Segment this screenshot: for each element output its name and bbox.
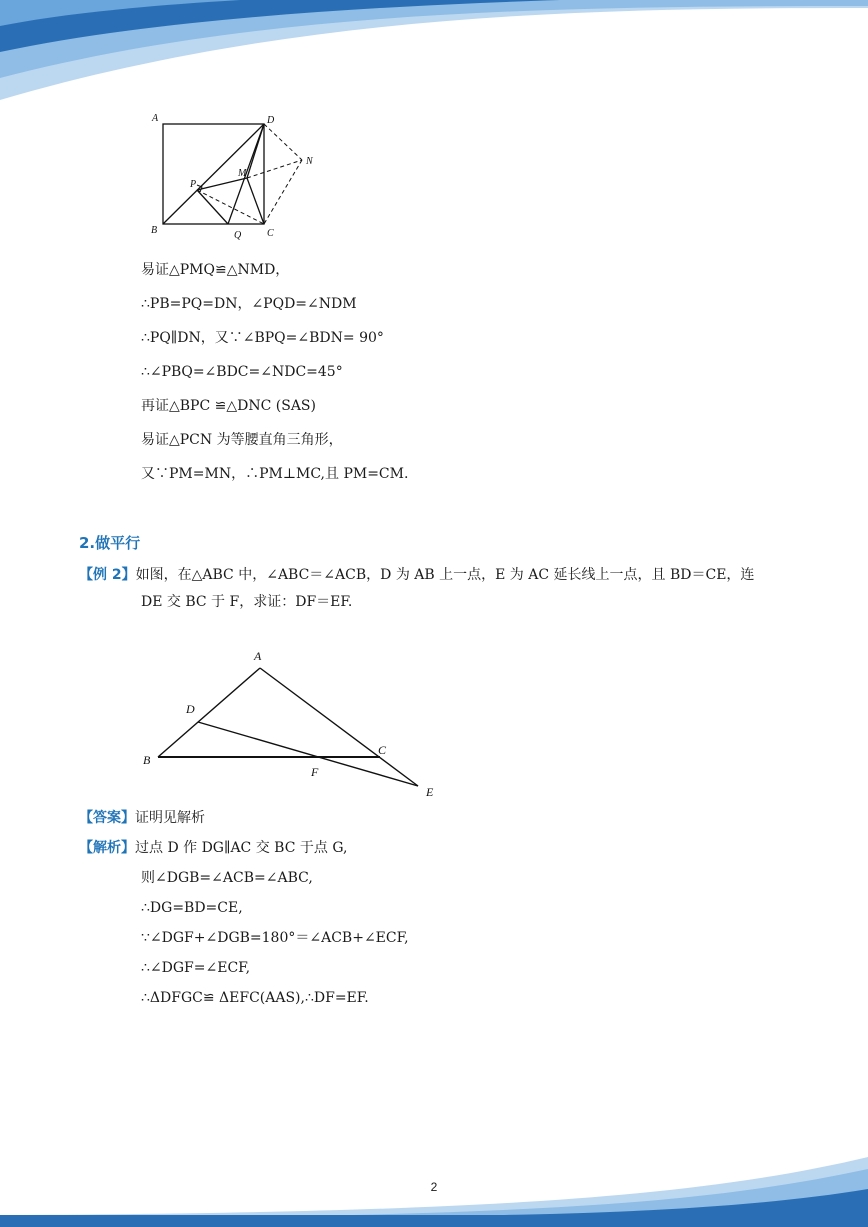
label2-e: E (426, 785, 434, 799)
example2-line-2: DE 交 BC 于 F，求证：DF＝EF. (141, 594, 353, 610)
label-n: N (306, 156, 313, 167)
example2-tag: 【例 2】 (79, 567, 136, 583)
proof1-line-2: ∴PB=PQ=DN，∠PQD=∠NDM (141, 296, 357, 312)
analysis-line-2: 则∠DGB=∠ACB=∠ABC, (141, 870, 313, 886)
label2-b: B (143, 753, 151, 767)
analysis-text-1: 过点 D 作 DG∥AC 交 BC 于点 G, (135, 840, 348, 856)
section-heading: 2.做平行 (79, 534, 141, 552)
answer-tag: 【答案】 (79, 810, 135, 826)
example2-text-1: 如图，在△ABC 中，∠ABC＝∠ACB，D 为 AB 上一点，E 为 AC 延长线上一点，且 BD＝CE，连 (135, 567, 755, 583)
proof1-line-4: ∴∠PBQ=∠BDC=∠NDC=45° (141, 364, 343, 380)
label-d: D (267, 115, 275, 126)
label2-a: A (254, 649, 262, 663)
proof1-line-7: 又∵PM=MN，∴PM⊥MC,且 PM=CM. (141, 466, 409, 482)
label-q: Q (234, 230, 242, 241)
analysis-line-4: ∵∠DGF+∠DGB=180°＝∠ACB+∠ECF, (141, 930, 409, 946)
label2-c: C (378, 743, 387, 757)
footer-wave-decoration (0, 1127, 868, 1227)
geometry-figure-square (140, 105, 330, 250)
label-c: C (267, 228, 274, 239)
analysis-line-1 (79, 838, 347, 858)
geometry-figure-triangle (135, 645, 445, 805)
label2-d: D (186, 702, 195, 716)
analysis-line-5: ∴∠DGF=∠ECF, (141, 960, 251, 976)
page-number: 2 (430, 1180, 438, 1194)
proof1-line-5: 再证△BPC ≌△DNC (SAS) (141, 398, 316, 414)
answer-line (79, 808, 205, 828)
proof1-line-6: 易证△PCN 为等腰直角三角形， (141, 432, 343, 448)
analysis-line-3: ∴DG=BD=CE, (141, 900, 243, 916)
answer-text: 证明见解析 (135, 810, 205, 826)
proof1-line-1: 易证△PMQ≌△NMD， (141, 262, 290, 278)
label-a: A (152, 113, 159, 124)
analysis-line-6: ∴ΔDFGC≌ ΔEFC(AAS),∴DF=EF. (141, 990, 369, 1006)
label2-f: F (311, 765, 319, 779)
analysis-tag: 【解析】 (79, 840, 135, 856)
label-m: M (238, 168, 247, 179)
label-p: P (190, 179, 197, 190)
example2-line-1 (79, 565, 754, 585)
header-wave-decoration (0, 0, 868, 110)
proof1-line-3: ∴PQ∥DN，又∵∠BPQ=∠BDN= 90° (141, 330, 384, 346)
label-b: B (151, 225, 158, 236)
